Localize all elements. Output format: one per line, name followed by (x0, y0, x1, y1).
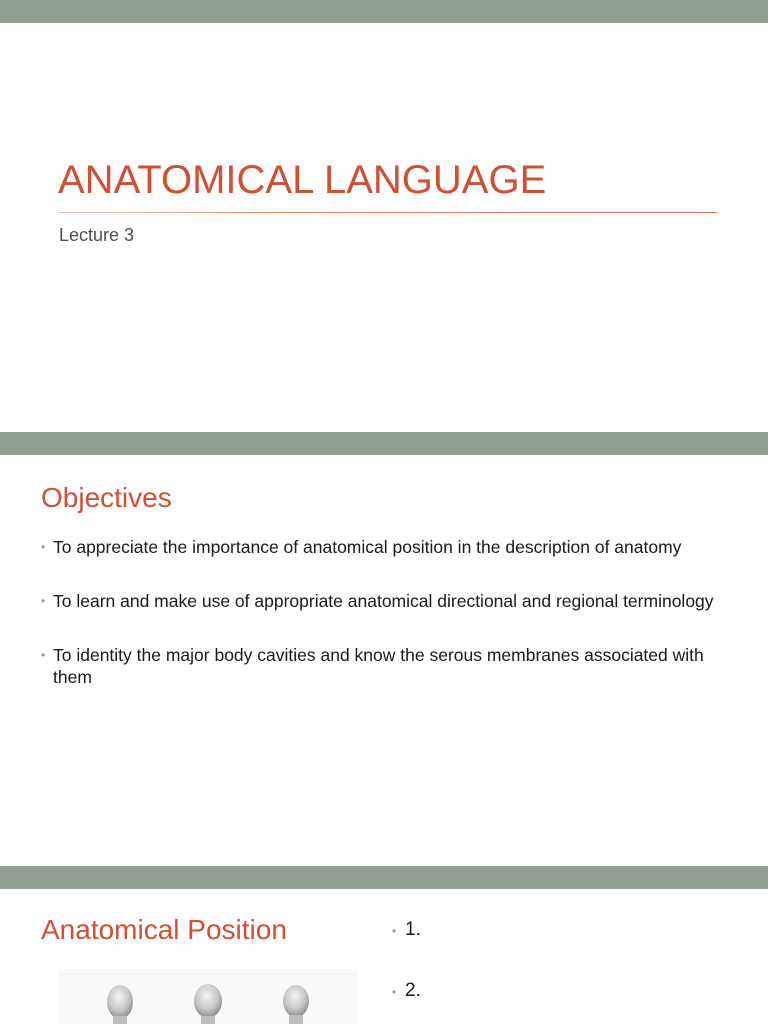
list-item-text: 1. (405, 919, 421, 940)
title-slide (0, 0, 768, 432)
slide-heading: Anatomical Position (41, 914, 287, 945)
bullet-icon: • (392, 924, 397, 938)
bullet-icon: • (41, 648, 46, 662)
bullet-text: To appreciate the importance of anatomical position in the description of anatomy (53, 537, 682, 557)
list-item (392, 918, 421, 942)
list-item (392, 979, 421, 1003)
list-item (41, 590, 731, 612)
list-item-text: 2. (405, 980, 421, 1001)
slide-header-bar (0, 0, 768, 23)
anatomical-figures-image (58, 970, 358, 1024)
bullet-icon: • (392, 985, 397, 999)
bullet-icon: • (41, 594, 46, 608)
slide-heading: Objectives (41, 482, 172, 513)
objectives-list (41, 536, 731, 720)
title-divider (58, 212, 717, 213)
bullet-icon: • (41, 540, 46, 554)
list-item (41, 536, 731, 558)
slide-header-bar (0, 866, 768, 889)
bullet-text: To learn and make use of appropriate anatomical directional and regional terminology (53, 591, 714, 611)
presentation-title: ANATOMICAL LANGUAGE (58, 158, 547, 202)
bullet-text: To identity the major body cavities and know the serous membranes associated with them (53, 645, 704, 687)
list-item (41, 644, 731, 688)
numbered-list (392, 918, 421, 1024)
slide-header-bar (0, 432, 768, 455)
objectives-slide (0, 432, 768, 866)
anatomical-position-slide (0, 866, 768, 1024)
presentation-subtitle: Lecture 3 (59, 225, 135, 245)
